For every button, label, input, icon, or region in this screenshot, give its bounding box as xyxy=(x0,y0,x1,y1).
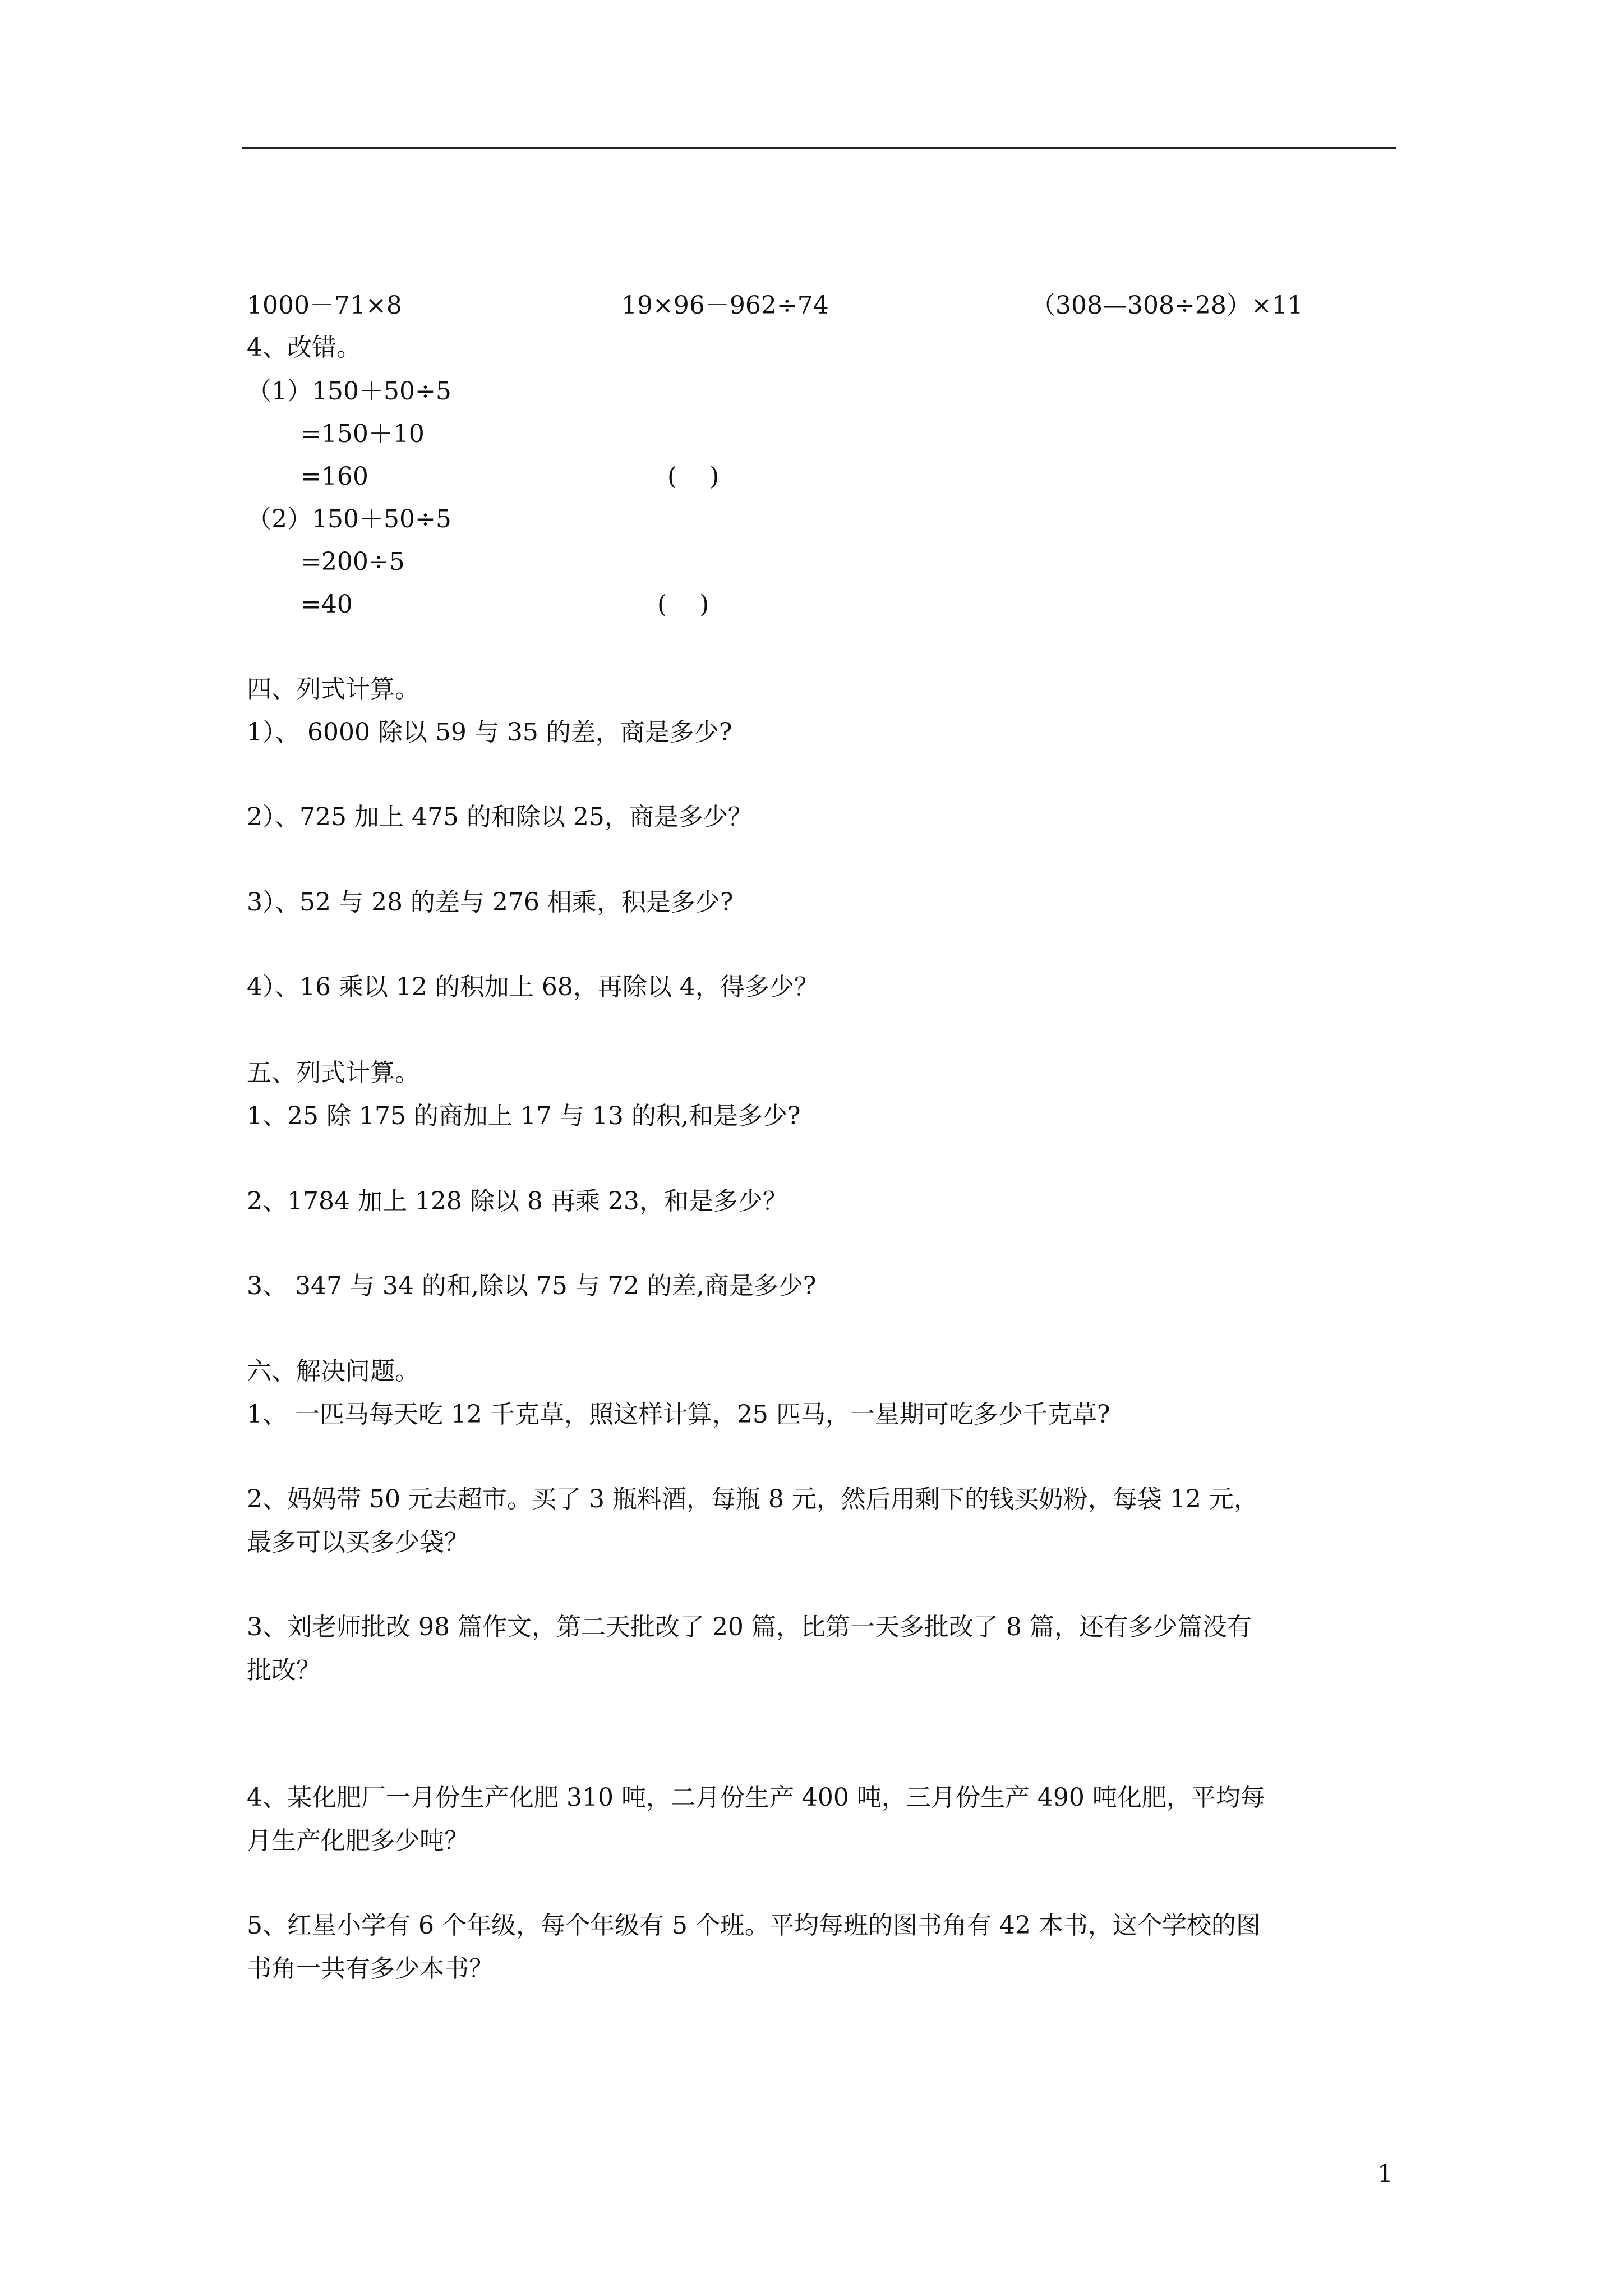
list-item: 1）、 6000 除以 59 与 35 的差，商是多少? xyxy=(247,718,732,747)
correction-2-line3: =40 xyxy=(301,590,353,619)
problem-3-line1: 3、刘老师批改 98 篇作文，第二天批改了 20 篇，比第一天多批改了 8 篇，还有多少篇没有 xyxy=(247,1613,1252,1641)
expression-1: 1000－71×8 xyxy=(247,291,402,320)
correction-1-line1: （1）150＋50÷5 xyxy=(247,377,451,406)
correction-1-line2: =150＋10 xyxy=(301,420,425,448)
problem-2-line2: 最多可以买多少袋？ xyxy=(247,1528,469,1557)
expression-3: （308—308÷28）×11 xyxy=(1031,291,1303,320)
section-si-heading: 四、列式计算。 xyxy=(247,675,419,703)
problem-1: 1、 一匹马每天吃 12 千克草，照这样计算，25 匹马，一星期可吃多少千克草? xyxy=(247,1400,1110,1429)
list-item: 3、 347 与 34 的和,除以 75 与 72 的差,商是多少? xyxy=(247,1272,817,1300)
correction-2-line2: =200÷5 xyxy=(301,547,405,576)
problem-5-line2: 书角一共有多少本书？ xyxy=(247,1954,494,1983)
page-number: 1 xyxy=(1377,2160,1393,2188)
correction-2-line1: （2）150＋50÷5 xyxy=(247,505,451,533)
correction-1-answer-paren: ( ) xyxy=(667,462,720,491)
section-liu-heading: 六、解决问题。 xyxy=(247,1357,419,1386)
section-wu-heading: 五、列式计算。 xyxy=(247,1059,419,1087)
list-item: 4）、16 乘以 12 的积加上 68，再除以 4，得多少？ xyxy=(247,973,819,1001)
problem-3-line2: 批改？ xyxy=(247,1656,321,1685)
problem-4-line2: 月生产化肥多少吨？ xyxy=(247,1826,469,1855)
list-item: 1、25 除 175 的商加上 17 与 13 的积,和是多少? xyxy=(247,1102,801,1130)
section-4-heading: 4、改错。 xyxy=(247,333,361,362)
list-item: 3）、52 与 28 的差与 276 相乘，积是多少? xyxy=(247,888,734,917)
expression-2: 19×96－962÷74 xyxy=(621,291,829,320)
correction-2-answer-paren: ( ) xyxy=(657,590,709,619)
problem-2-line1: 2、妈妈带 50 元去超市。买了 3 瓶料酒，每瓶 8 元，然后用剩下的钱买奶粉，每袋 12 元， xyxy=(247,1485,1258,1513)
header-rule xyxy=(242,147,1396,149)
problem-4-line1: 4、某化肥厂一月份生产化肥 310 吨，二月份生产 400 吨，三月份生产 490 吨化肥，平均每 xyxy=(247,1783,1265,1812)
problem-5-line1: 5、红星小学有 6 个年级，每个年级有 5 个班。平均每班的图书角有 42 本书，这个学校的图 xyxy=(247,1911,1261,1940)
list-item: 2、1784 加上 128 除以 8 再乘 23，和是多少？ xyxy=(247,1187,787,1216)
correction-1-line3: =160 xyxy=(301,462,368,491)
list-item: 2）、725 加上 475 的和除以 25，商是多少？ xyxy=(247,803,753,831)
